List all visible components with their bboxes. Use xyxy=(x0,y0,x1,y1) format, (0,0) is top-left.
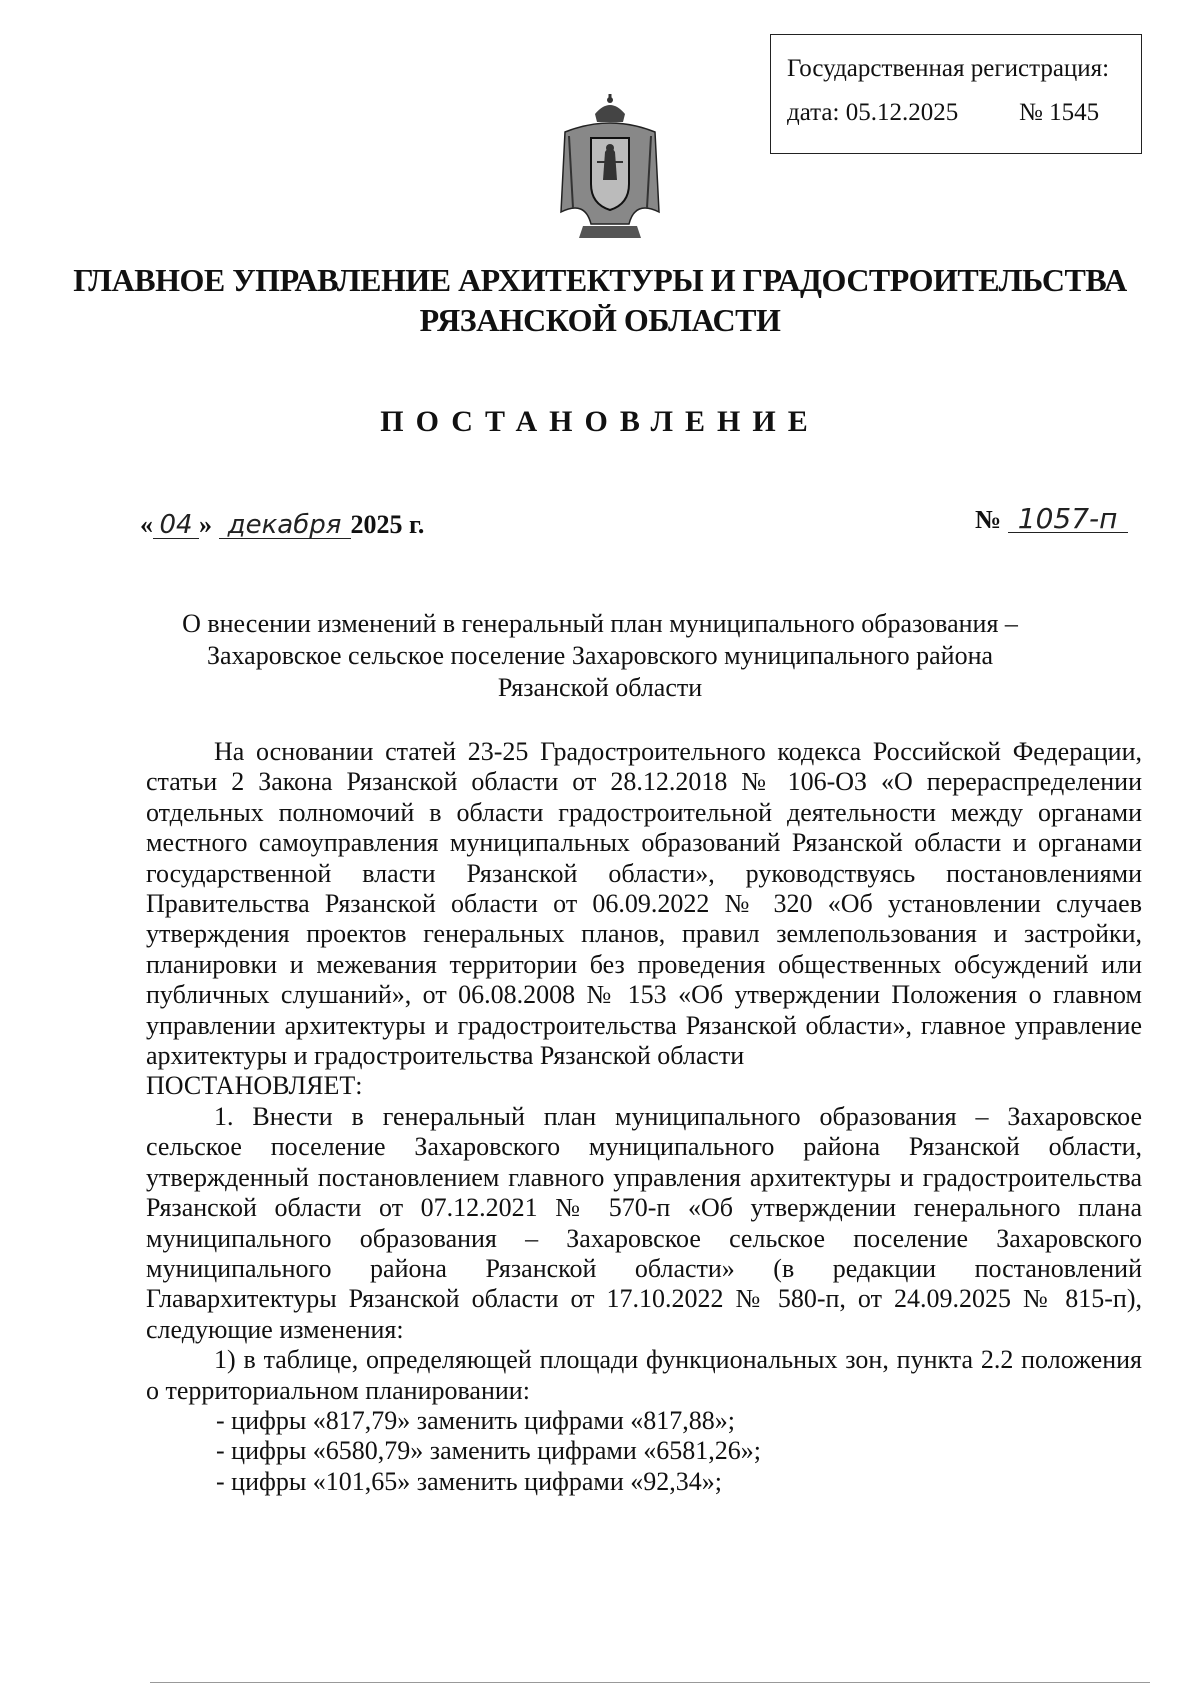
registration-date: дата: 05.12.2025 xyxy=(787,99,959,126)
date-year: 2025 г. xyxy=(350,510,425,539)
date-day: 04 xyxy=(153,512,199,539)
subject-line1: О внесении изменений в генеральный план муниципального образования – xyxy=(182,609,1018,638)
preamble-paragraph: На основании статей 23-25 Градостроительного кодекса Российской Федерации, статьи 2 Закона Рязанской области от 28.12.2018 № 106-ОЗ «О перераспределении отдельных полномочий в области градостроительной деятельности между органами местного самоуправления муниципальных образований Рязанской области и органами государственной власти Рязанской области», руководствуясь постановлениями Правительства Рязанской области от 06.09.2022 № 320 «Об установлении случаев утверждения проектов генеральных планов, правил землепользования и застройки, планировки и межевания территории без проведения общественных обсуждений или публичных слушаний», от 06.08.2008 № 153 «Об утверждении Положения о главном управлении архитектуры и градостроительства Рязанской области», главное управление архитектуры и градостроительства Рязанской области xyxy=(146,737,1142,1071)
organization-name-line2: РЯЗАНСКОЙ ОБЛАСТИ xyxy=(419,302,781,338)
date-month: декабря xyxy=(219,512,351,539)
registration-stamp xyxy=(770,34,1142,154)
document-body xyxy=(146,737,1142,1497)
document-type-title: ПОСТАНОВЛЕНИЕ xyxy=(380,405,820,438)
page-bottom-divider xyxy=(150,1682,1150,1683)
document-subject xyxy=(0,608,1200,704)
change-item: - цифры «6580,79» заменить цифрами «6581,26»; xyxy=(216,1436,761,1466)
date-close-quote: » xyxy=(199,510,212,539)
subitem-1-paragraph: 1) в таблице, определяющей площади функциональных зон, пункта 2.2 положения о территориальном планировании: xyxy=(146,1345,1142,1405)
registration-number: № 1545 xyxy=(1019,99,1100,126)
subject-line2: Захаровское сельское поселение Захаровского муниципального района xyxy=(206,641,994,670)
registration-title: Государственная регистрация: xyxy=(787,55,1110,82)
document-date xyxy=(140,510,424,540)
change-item: - цифры «101,65» заменить цифрами «92,34»; xyxy=(216,1466,722,1496)
date-open-quote: « xyxy=(140,510,153,539)
organization-header xyxy=(0,260,1200,340)
organization-name-line1: ГЛАВНОЕ УПРАВЛЕНИЕ АРХИТЕКТУРЫ И ГРАДОСТРОИТЕЛЬСТВА xyxy=(73,262,1127,298)
decree-word: ПОСТАНОВЛЯЕТ: xyxy=(146,1071,363,1101)
change-item: - цифры «817,79» заменить цифрами «817,88»; xyxy=(216,1405,735,1435)
document-number-label: № xyxy=(975,505,1002,534)
subject-line3: Рязанской области xyxy=(497,673,703,702)
document-number xyxy=(975,502,1128,535)
document-number-value: 1057-п xyxy=(1008,506,1128,533)
item-1-paragraph: 1. Внести в генеральный план муниципального образования – Захаровское сельское поселение Захаровского муниципального района Рязанской области, утвержденный постановлением главного управления архитектуры и градостроительства Рязанской области от 07.12.2021 № 570-п «Об утверждении генерального плана муниципального образования – Захаровское сельское поселение Захаровского муниципального района Рязанской области» (в редакции постановлений Главархитектуры Рязанской области от 17.10.2022 № 580-п, от 24.09.2025 № 815-п), следующие изменения: xyxy=(146,1101,1142,1344)
coat-of-arms-icon xyxy=(555,92,665,244)
